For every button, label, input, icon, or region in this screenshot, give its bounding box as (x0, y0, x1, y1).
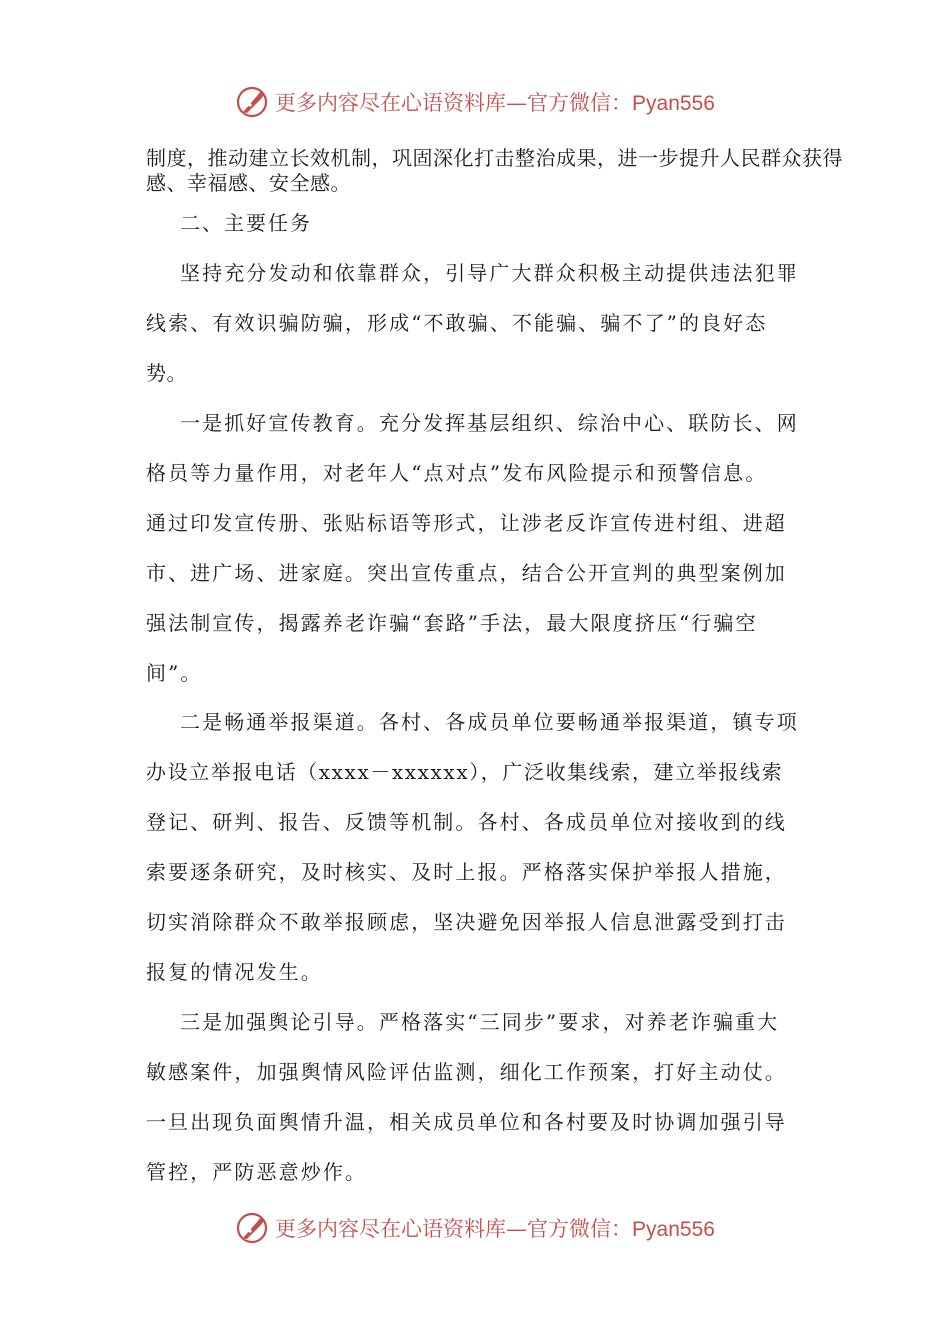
paragraph-line: 二是畅通举报渠道。各村、各成员单位要畅通举报渠道，镇专项 (180, 710, 799, 734)
pen-nib-circle-icon (235, 85, 269, 119)
paragraph-line: 通过印发宣传册、张贴标语等形式，让涉老反诈宣传进村组、进超 (146, 511, 787, 535)
paragraph-line: 线索、有效识骗防骗，形成“不敢骗、不能骗、骗不了”的良好态 (146, 311, 768, 335)
paragraph-line: 登记、研判、报告、反馈等机制。各村、各成员单位对接收到的线 (146, 810, 787, 834)
paragraph-line: 势。 (146, 361, 187, 385)
paragraph-line: 格员等力量作用，对老年人“点对点”发布风险提示和预警信息。 (146, 461, 768, 485)
paragraph-line: 敏感案件，加强舆情风险评估监测，细化工作预案，打好主动仗。 (146, 1060, 787, 1084)
paragraph-line: 市、进广场、进家庭。突出宣传重点，结合公开宣判的典型案例加 (146, 561, 787, 585)
paragraph-line: 一旦出现负面舆情升温，相关成员单位和各村要及时协调加强引导 (146, 1110, 787, 1134)
pen-nib-circle-icon (235, 1211, 269, 1245)
paragraph-line: 报复的情况发生。 (146, 960, 323, 984)
header-watermark (0, 82, 950, 122)
paragraph-line: 坚持充分发动和依靠群众，引导广大群众积极主动提供违法犯罪 (180, 261, 799, 285)
watermark-text: 更多内容尽在心语资料库—官方微信：Pyan556 (275, 1217, 715, 1241)
paragraph-line: 强法制宣传，揭露养老诈骗“套路”手法，最大限度挤压“行骗空 (146, 611, 758, 635)
paragraph-line: 办设立举报电话（xxxx－xxxxxx），广泛收集线索，建立举报线索 (146, 760, 784, 784)
intro-line: 感、幸福感、安全感。 (146, 171, 351, 195)
paragraph-line: 一是抓好宣传教育。充分发挥基层组织、综治中心、联防长、网 (180, 411, 799, 435)
paragraph-line: 间”。 (146, 661, 203, 685)
paragraph-line: 管控，严防恶意炒作。 (146, 1160, 367, 1184)
watermark-text: 更多内容尽在心语资料库—官方微信：Pyan556 (275, 91, 715, 115)
intro-line: 制度，推动建立长效机制，巩固深化打击整治成果，进一步提升人民群众获得 (146, 146, 843, 170)
footer-watermark (0, 1208, 950, 1248)
paragraph-line: 切实消除群众不敢举报顾虑，坚决避免因举报人信息泄露受到打击 (146, 910, 787, 934)
paragraph-line: 三是加强舆论引导。严格落实“三同步”要求，对养老诈骗重大 (180, 1010, 780, 1034)
section-heading: 二、主要任务 (180, 211, 312, 235)
paragraph-line: 索要逐条研究，及时核实、及时上报。严格落实保护举报人措施， (146, 860, 787, 884)
